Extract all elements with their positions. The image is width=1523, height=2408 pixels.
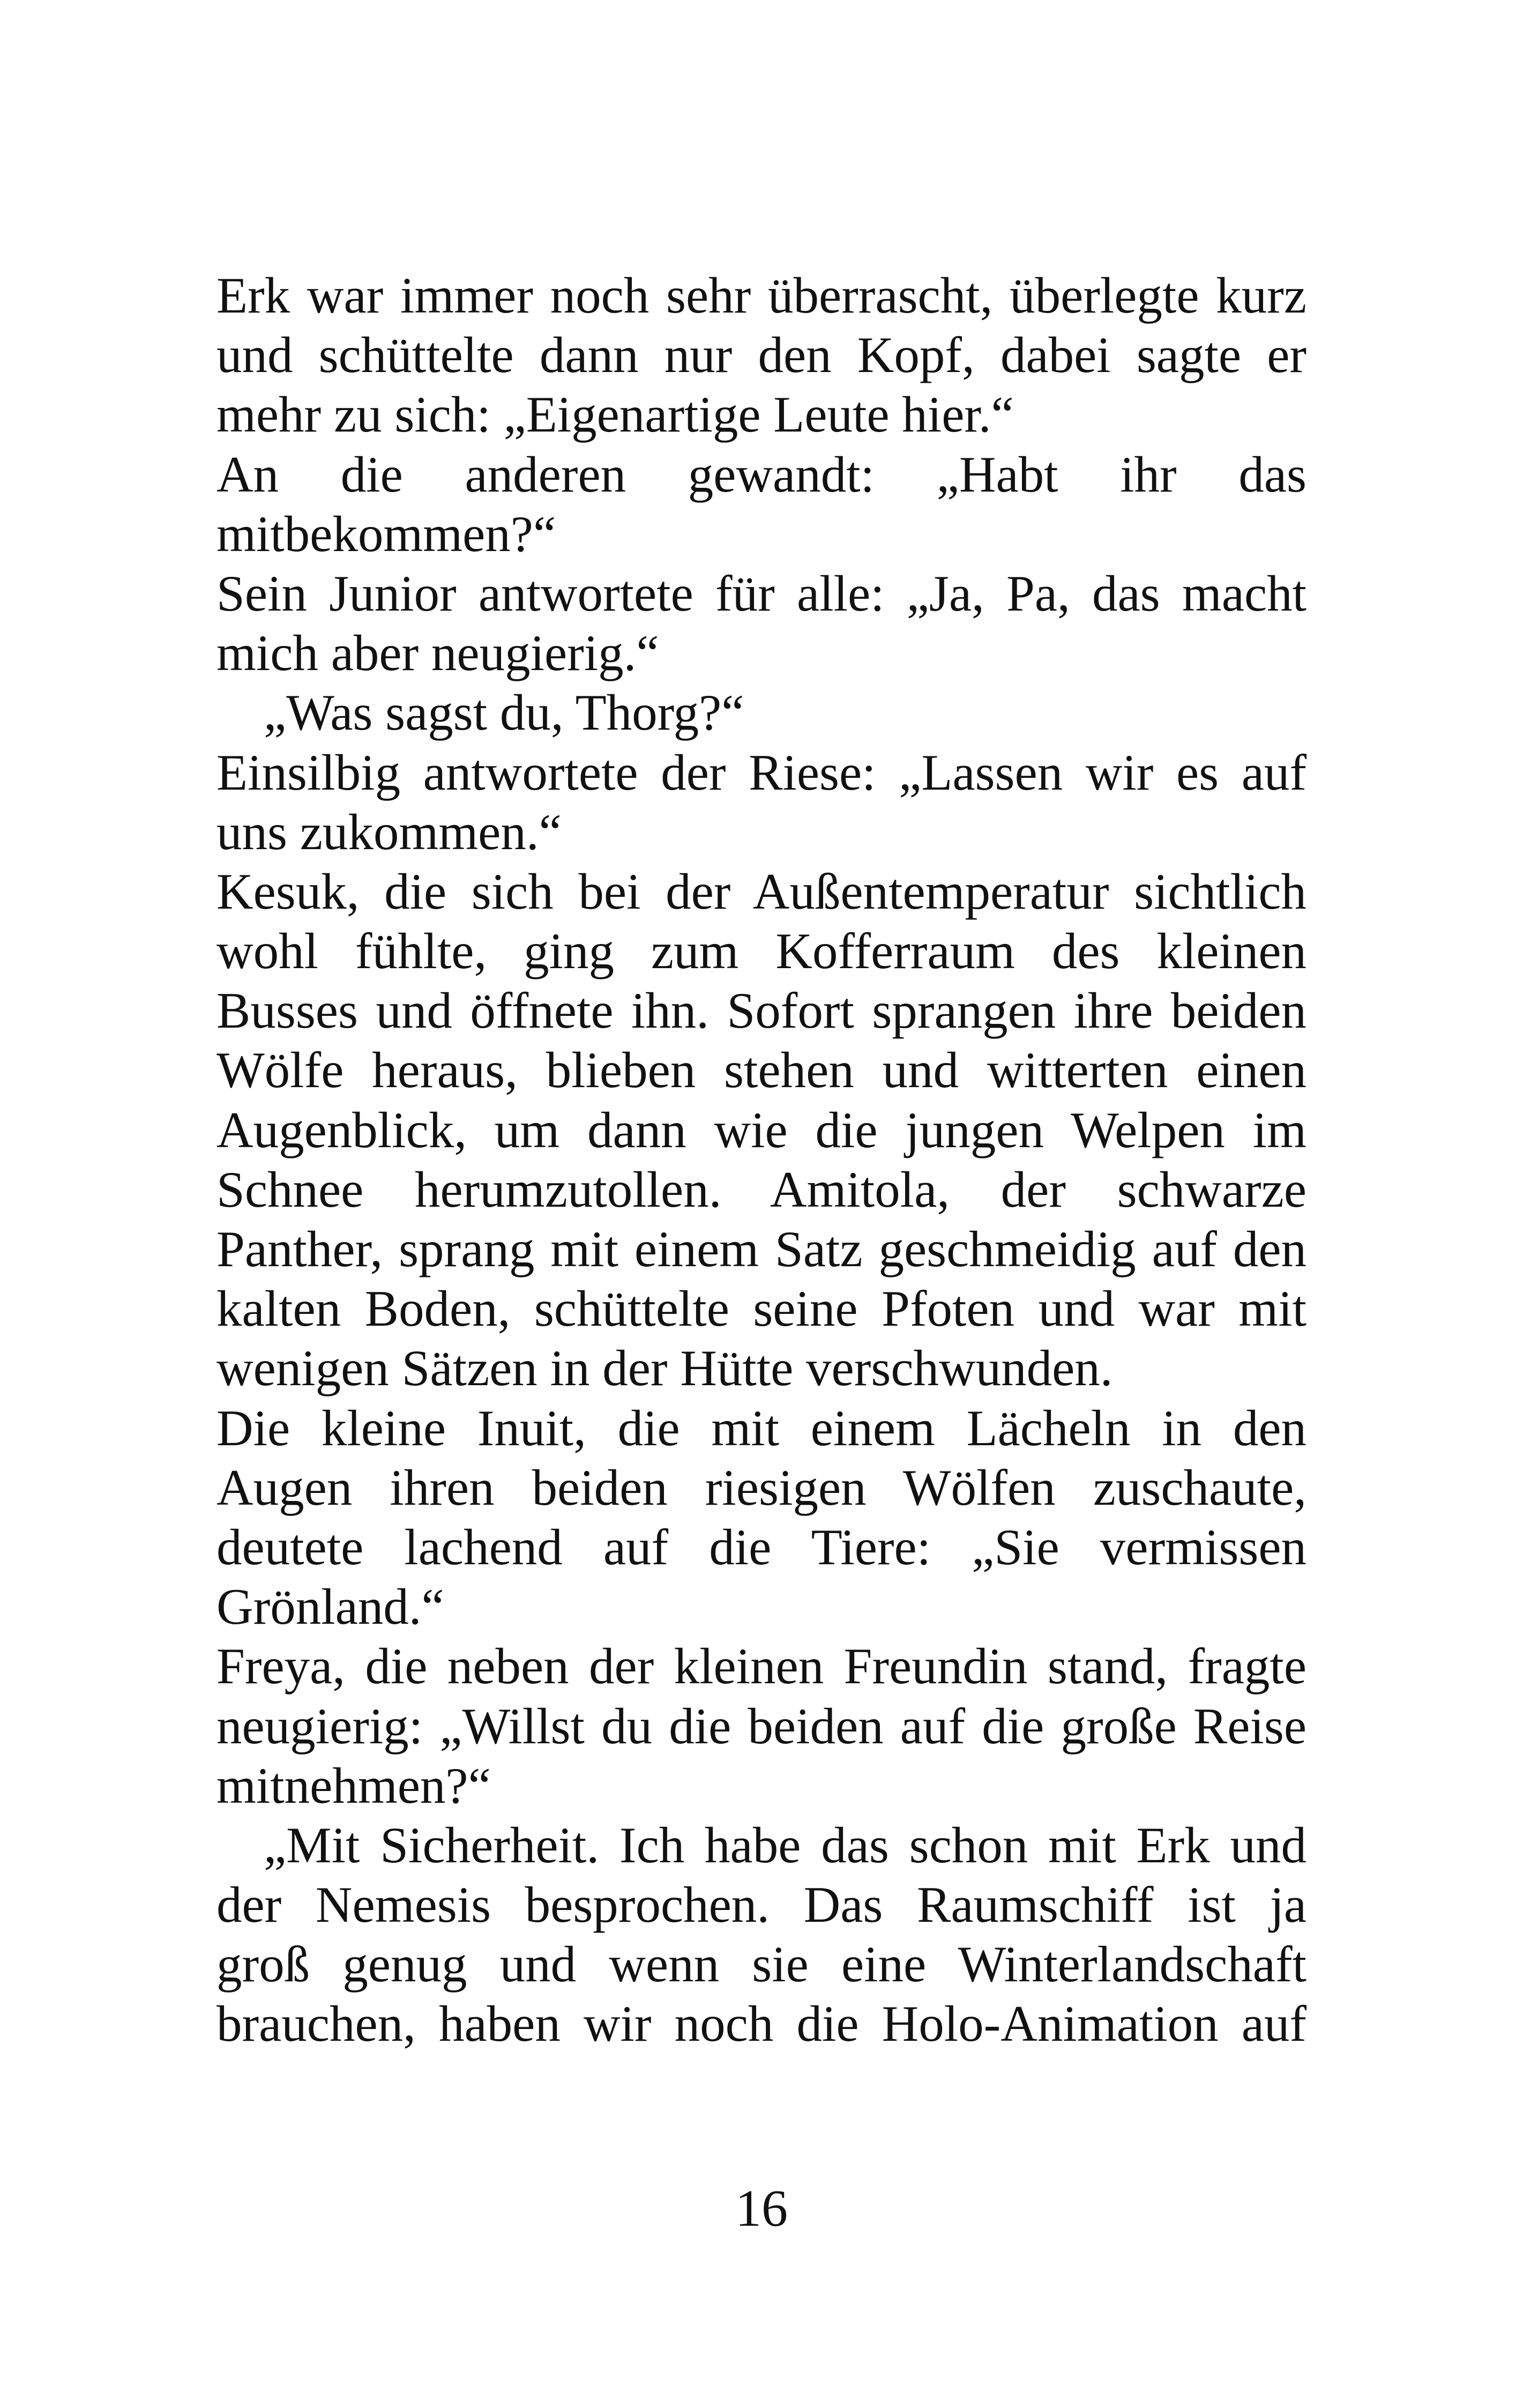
text-line: Busses und öffnete ihn. Sofort sprangen ihre beiden [216, 982, 1307, 1039]
text-line: Augen ihren beiden riesigen Wölfen zuschaute, [216, 1459, 1307, 1516]
text-line: Sein Junior antwortete für alle: „Ja, Pa, das macht [216, 564, 1307, 622]
text-line: brauchen, haben wir noch die Holo-Animation auf [216, 1995, 1307, 2053]
text-line: Einsilbig antwortete der Riese: „Lassen wir es auf [216, 744, 1307, 801]
text-line: neugierig: „Willst du die beiden auf die große Reise [216, 1697, 1307, 1755]
text-line: wohl fühlte, ging zum Kofferraum des kleinen [216, 923, 1307, 980]
text-line: und schüttelte dann nur den Kopf, dabei sagte er [216, 326, 1307, 384]
page-number: 16 [735, 2180, 788, 2238]
text-line: Grönland.“ [216, 1578, 444, 1636]
text-line: „Mit Sicherheit. Ich habe das schon mit Erk und [264, 1816, 1307, 1874]
text-line: Panther, sprang mit einem Satz geschmeidig auf den [216, 1221, 1307, 1277]
text-line: mehr zu sich: „Eigenartige Leute hier.“ [216, 386, 1014, 443]
text-line: wenigen Sätzen in der Hütte verschwunden. [216, 1340, 1113, 1397]
text-line: Die kleine Inuit, die mit einem Lächeln in den [216, 1399, 1307, 1456]
text-line: mitbekommen?“ [216, 505, 556, 562]
text-line: Freya, die neben der kleinen Freundin stand, fragte [216, 1638, 1307, 1695]
text-line: Kesuk, die sich bei der Außentemperatur sichtlich [216, 863, 1307, 920]
text-line: kalten Boden, schüttelte seine Pfoten und war mit [216, 1280, 1307, 1337]
text-line: der Nemesis besprochen. Das Raumschiff ist ja [216, 1876, 1307, 1934]
text-line: uns zukommen.“ [216, 803, 562, 860]
text-line: Schnee herumzutollen. Amitola, der schwarze [216, 1161, 1307, 1218]
text-line: Wölfe heraus, blieben stehen und witterten einen [216, 1042, 1307, 1099]
text-line: mitnehmen?“ [216, 1757, 491, 1814]
text-line: mich aber neugierig.“ [216, 625, 659, 682]
page-body-text [216, 266, 1307, 2054]
text-line: An die anderen gewandt: „Habt ihr das [216, 445, 1307, 503]
text-line: Erk war immer noch sehr überrascht, überlegte kurz [216, 267, 1307, 324]
text-line: deutete lachend auf die Tiere: „Sie vermissen [216, 1518, 1307, 1575]
text-line: Augenblick, um dann wie die jungen Welpen im [216, 1101, 1307, 1158]
text-line: „Was sagst du, Thorg?“ [264, 684, 744, 741]
text-line: groß genug und wenn sie eine Winterlandschaft [216, 1936, 1307, 1993]
